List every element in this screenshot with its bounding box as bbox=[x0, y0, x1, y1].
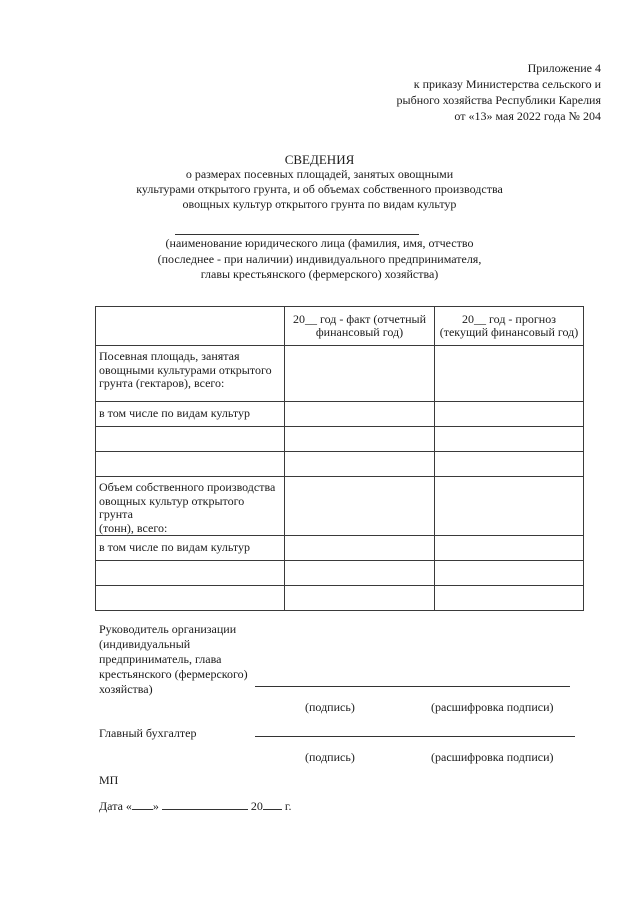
cell-production-by-crop-forecast[interactable] bbox=[435, 536, 584, 561]
entity-hint-line-3: главы крестьянского (фермерского) хозяйства) bbox=[200, 267, 439, 281]
head-signature-label bbox=[99, 622, 269, 697]
date-day-field[interactable] bbox=[132, 798, 153, 810]
date-suffix: г. bbox=[281, 799, 292, 813]
table-header-row bbox=[96, 307, 584, 346]
row-prod-line-1: Объем собственного производства bbox=[99, 480, 276, 494]
table-row-area-by-crop bbox=[96, 402, 584, 427]
head-decode-caption: (расшифровка подписи) bbox=[431, 700, 554, 714]
accountant-decode-caption: (расшифровка подписи) bbox=[431, 750, 554, 764]
head-signature-caption: (подпись) bbox=[305, 700, 355, 714]
row-area-line-1: Посевная площадь, занятая bbox=[99, 349, 240, 363]
row-label-area-total bbox=[96, 346, 285, 402]
heading-line-3: овощных культур открытого грунта по видам культур bbox=[182, 197, 457, 211]
entity-hint-line-2: (последнее - при наличии) индивидуального предпринимателя, bbox=[157, 251, 482, 266]
head-label-line-1: Руководитель организации bbox=[99, 622, 237, 636]
date-year-prefix: 20 bbox=[250, 799, 263, 813]
appendix-line-3: рыбного хозяйства Республики Карелия bbox=[396, 93, 601, 107]
cell-production-crop-2-name[interactable] bbox=[96, 586, 285, 611]
entity-name-hint bbox=[0, 236, 639, 283]
heading-line-2: культурами открытого грунта, и об объемах собственного производства bbox=[136, 182, 503, 196]
date-month-field[interactable] bbox=[162, 798, 248, 810]
row-prod-line-3: (тонн), всего: bbox=[99, 520, 168, 535]
cell-area-crop-2-forecast[interactable] bbox=[435, 452, 584, 477]
head-label-line-2: (индивидуальный bbox=[99, 637, 191, 651]
cell-production-fact[interactable] bbox=[285, 477, 435, 536]
table-row-area-crop-2 bbox=[96, 452, 584, 477]
cell-production-crop-2-forecast[interactable] bbox=[435, 586, 584, 611]
row-label-area-by-crop: в том числе по видам культур bbox=[96, 402, 285, 427]
cell-area-crop-2-name[interactable] bbox=[96, 452, 285, 477]
appendix-line-4: от «13» мая 2022 года № 204 bbox=[454, 109, 601, 123]
cell-area-crop-1-forecast[interactable] bbox=[435, 427, 584, 452]
cell-area-by-crop-forecast[interactable] bbox=[435, 402, 584, 427]
date-field bbox=[99, 798, 292, 814]
date-prefix: Дата « bbox=[99, 799, 132, 813]
appendix-line-1: Приложение 4 bbox=[527, 61, 601, 75]
table-row-production-by-crop bbox=[96, 536, 584, 561]
date-mid: » bbox=[152, 799, 159, 813]
head-label-line-3: предприниматель, глава bbox=[99, 652, 222, 666]
data-table bbox=[95, 306, 584, 611]
heading-line-1: о размерах посевных площадей, занятых овощными bbox=[185, 167, 454, 181]
header-cell-forecast bbox=[435, 307, 584, 346]
appendix-block bbox=[397, 60, 601, 124]
cell-production-by-crop-fact[interactable] bbox=[285, 536, 435, 561]
row-label-production-by-crop: в том числе по видам культур bbox=[96, 536, 285, 561]
row-prod-line-2: овощных культур открытого грунта bbox=[99, 493, 245, 521]
row-label-production-total bbox=[96, 477, 285, 536]
head-label-line-5: хозяйства) bbox=[99, 682, 153, 696]
head-label-line-4: крестьянского (фермерского) bbox=[99, 667, 248, 681]
row-area-line-2: овощными культурами открытого bbox=[99, 362, 272, 377]
row-area-line-3: грунта (гектаров), всего: bbox=[99, 376, 225, 390]
cell-area-by-crop-fact[interactable] bbox=[285, 402, 435, 427]
cell-production-crop-1-forecast[interactable] bbox=[435, 561, 584, 586]
cell-production-crop-1-name[interactable] bbox=[96, 561, 285, 586]
table-row-production-crop-2 bbox=[96, 586, 584, 611]
appendix-line-2: к приказу Министерства сельского и bbox=[413, 77, 601, 91]
header-fact-line-2: финансовый год) bbox=[315, 325, 404, 339]
table-row-production-total bbox=[96, 477, 584, 536]
table-row-area-crop-1 bbox=[96, 427, 584, 452]
accountant-signature-caption: (подпись) bbox=[305, 750, 355, 764]
cell-area-crop-2-fact[interactable] bbox=[285, 452, 435, 477]
document-title: СВЕДЕНИЯ bbox=[284, 152, 355, 167]
table-row-production-crop-1 bbox=[96, 561, 584, 586]
cell-area-fact[interactable] bbox=[285, 346, 435, 402]
header-forecast-line-2: (текущий финансовый год) bbox=[439, 325, 579, 339]
document-heading bbox=[0, 152, 639, 212]
cell-area-forecast[interactable] bbox=[435, 346, 584, 402]
cell-production-crop-1-fact[interactable] bbox=[285, 561, 435, 586]
cell-area-crop-1-fact[interactable] bbox=[285, 427, 435, 452]
cell-area-crop-1-name[interactable] bbox=[96, 427, 285, 452]
stamp-label: МП bbox=[99, 773, 119, 787]
accountant-signature-line[interactable] bbox=[255, 736, 575, 737]
header-cell-fact bbox=[285, 307, 435, 346]
date-year-field[interactable] bbox=[263, 798, 282, 810]
entity-hint-line-1: (наименование юридического лица (фамилия, имя, отчество bbox=[165, 236, 474, 250]
entity-name-field[interactable] bbox=[175, 234, 419, 235]
header-cell-empty bbox=[96, 307, 285, 346]
table-row-area-total bbox=[96, 346, 584, 402]
cell-production-crop-2-fact[interactable] bbox=[285, 586, 435, 611]
head-signature-line[interactable] bbox=[255, 686, 570, 687]
accountant-label: Главный бухгалтер bbox=[99, 726, 197, 740]
header-forecast-line-1: 20__ год - прогноз bbox=[462, 311, 556, 326]
cell-production-forecast[interactable] bbox=[435, 477, 584, 536]
header-fact-line-1: 20__ год - факт (отчетный bbox=[293, 311, 426, 326]
